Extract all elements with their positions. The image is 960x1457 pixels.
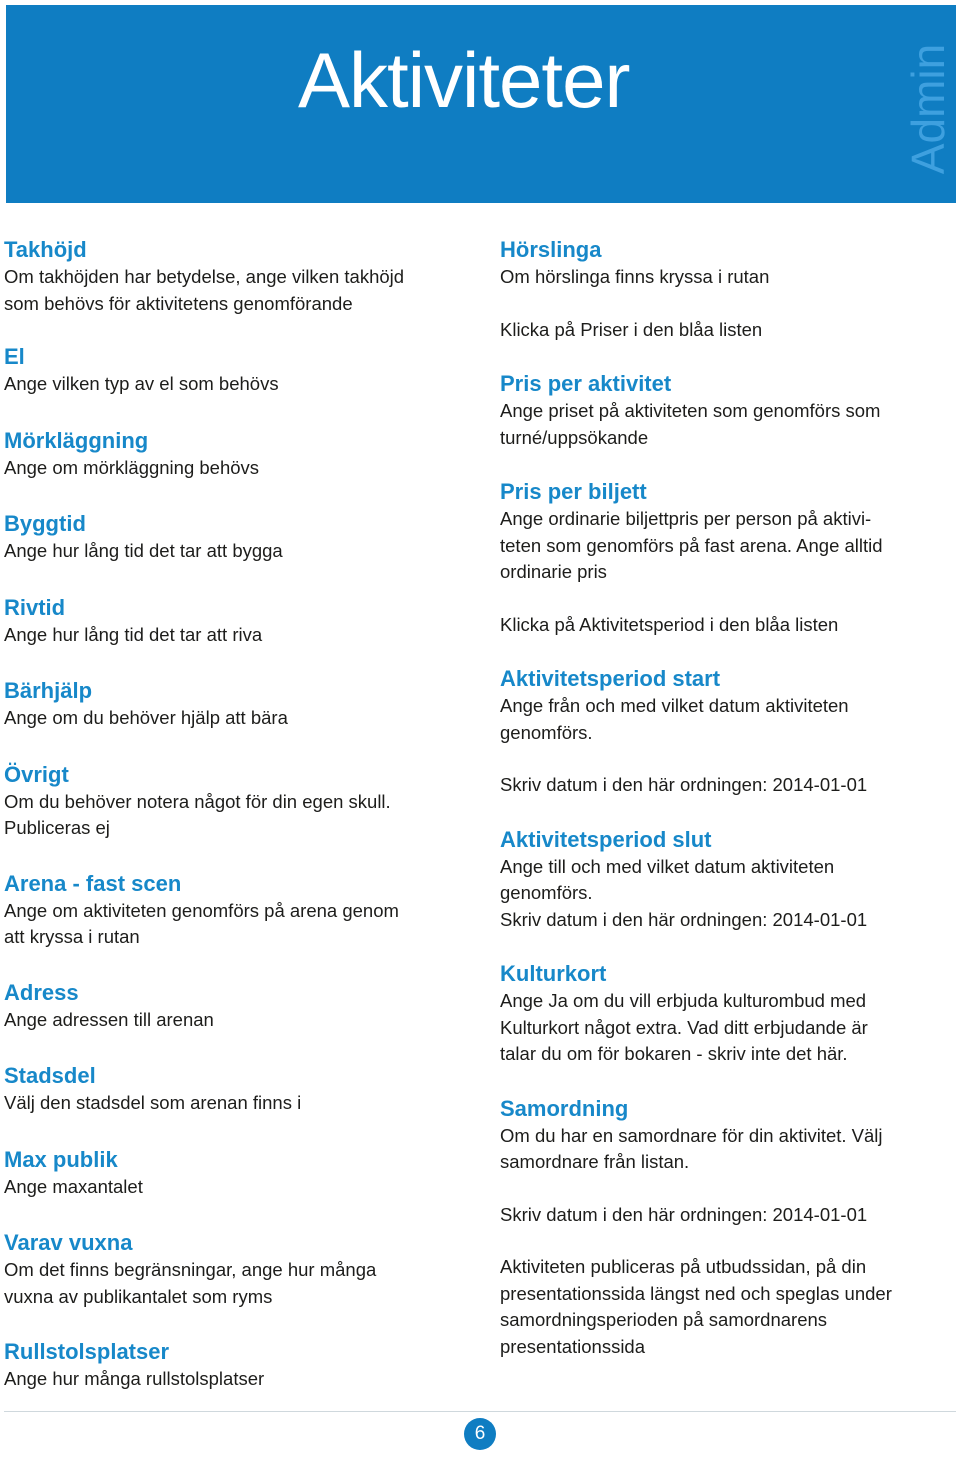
instruction-aktivitetsperiod: [500, 612, 955, 639]
field-block-pris-per-biljett: [500, 478, 955, 586]
field-block-varav-vuxna: [4, 1229, 474, 1310]
field-block-rullstolsplatser: [4, 1338, 474, 1393]
field-block-samordning: [500, 1095, 955, 1176]
instruction-date-format: [500, 772, 955, 799]
field-heading: Samordning: [500, 1095, 629, 1121]
footer-divider: [4, 1411, 956, 1412]
field-description: Välj den stadsdel som arenan finns i: [4, 1092, 302, 1113]
field-description: Ange priset på aktiviteten som genomförs som turné/uppsökande: [500, 400, 881, 448]
instruction-text: Skriv datum i den här ordningen: 2014-01-01: [500, 774, 868, 795]
field-heading: Aktivitetsperiod start: [500, 666, 721, 691]
field-description: Om hörslinga finns kryssa i rutan: [500, 266, 770, 287]
field-description: Ange hur lång tid det tar att bygga: [4, 540, 283, 561]
field-heading: Byggtid: [4, 511, 86, 536]
field-heading: Pris per aktivitet: [500, 371, 672, 396]
field-block-rivtid: [4, 594, 474, 649]
field-heading: Max publik: [4, 1146, 118, 1172]
field-description: Ange om aktiviteten genomförs på arena genom att kryssa i rutan: [4, 899, 399, 947]
field-block-stadsdel: [4, 1062, 474, 1117]
instruction-date-format: [500, 1202, 955, 1229]
field-heading: Arena - fast scen: [4, 870, 182, 896]
field-description: Ange adressen till arenan: [4, 1008, 214, 1030]
instruction-text: Klicka på Priser i den blåa listen: [500, 318, 763, 340]
field-description: Ange från och med vilket datum aktiviteten genomförs.: [500, 695, 849, 743]
field-block-adress: [4, 979, 474, 1034]
field-description: Ange maxantalet: [4, 1175, 143, 1197]
field-block-takhojd: [4, 236, 474, 317]
field-heading: Rivtid: [4, 594, 66, 620]
field-block-pris-per-aktivitet: [500, 370, 955, 451]
instruction-text: Klicka på Aktivitetsperiod i den blåa listen: [500, 613, 839, 635]
field-description: Om du behöver notera något för din egen skull. Publiceras ej: [4, 790, 391, 838]
field-description: Ange Ja om du vill erbjuda kulturombud med Kulturkort något extra. Vad ditt erbjudande är talar du om för bokaren - skriv inte det här.: [500, 990, 868, 1064]
field-heading: Pris per biljett: [500, 479, 647, 504]
field-block-barhjalp: [4, 677, 474, 732]
field-heading: Aktivitetsperiod slut: [500, 826, 712, 852]
field-block-aktivitetsperiod-slut: [500, 826, 955, 934]
field-block-kulturkort: [500, 960, 955, 1068]
field-description: Ange om mörkläggning behövs: [4, 456, 260, 478]
field-heading: Bärhjälp: [4, 678, 93, 703]
field-heading: Rullstolsplatser: [4, 1339, 170, 1364]
field-block-arena: [4, 870, 474, 951]
field-heading: Stadsdel: [4, 1063, 96, 1088]
field-block-ovrigt: [4, 761, 474, 842]
instruction-text: Skriv datum i den här ordningen: 2014-01-01: [500, 1203, 868, 1225]
page-title: Aktiviteter: [298, 36, 630, 124]
field-heading: Övrigt: [4, 761, 69, 787]
field-heading: Hörslinga: [500, 237, 602, 262]
right-column: [500, 236, 955, 1360]
field-description: Om du har en samordnare för din aktivitet. Välj samordnare från listan.: [500, 1124, 883, 1172]
field-description: Om det finns begränsningar, ange hur många vuxna av publikantalet som ryms: [4, 1259, 377, 1307]
instruction-text: Aktiviteten publiceras på utbudssidan, på din presentationssida längst ned och speglas under samordningsperioden på samordnarens presentationssida: [500, 1256, 892, 1357]
field-description: Ange hur många rullstolsplatser: [4, 1368, 265, 1389]
field-block-byggtid: [4, 510, 474, 565]
field-heading: Varav vuxna: [4, 1230, 133, 1255]
field-heading: El: [4, 344, 25, 369]
field-description: Ange till och med vilket datum aktiviteten genomförs. Skriv datum i den här ordningen: 2014-01-01: [500, 855, 868, 930]
field-heading: Adress: [4, 979, 79, 1005]
page-number-badge: 6: [464, 1418, 496, 1450]
section-side-label: Admin: [902, 43, 954, 175]
field-description: Ange vilken typ av el som behövs: [4, 373, 279, 394]
instruction-publicering: [500, 1254, 955, 1360]
field-heading: Kulturkort: [500, 961, 607, 986]
field-block-morklaggning: [4, 427, 474, 482]
field-heading: Takhöjd: [4, 237, 87, 262]
left-column: [4, 236, 474, 1393]
field-block-max-publik: [4, 1146, 474, 1201]
instruction-priser: [500, 317, 955, 344]
field-block-horslinga: [500, 236, 955, 291]
field-description: Ange hur lång tid det tar att riva: [4, 623, 263, 645]
field-description: Ange ordinarie biljettpris per person på aktivi- teten som genomförs på fast arena. Ange alltid ordinarie pris: [500, 508, 883, 582]
field-description: Om takhöjden har betydelse, ange vilken takhöjd som behövs för aktivitetens genomförande: [4, 266, 405, 314]
field-block-el: [4, 343, 474, 398]
field-description: Ange om du behöver hjälp att bära: [4, 707, 288, 728]
header-banner: [6, 5, 956, 203]
field-block-aktivitetsperiod-start: [500, 665, 955, 746]
field-heading: Mörkläggning: [4, 427, 149, 453]
